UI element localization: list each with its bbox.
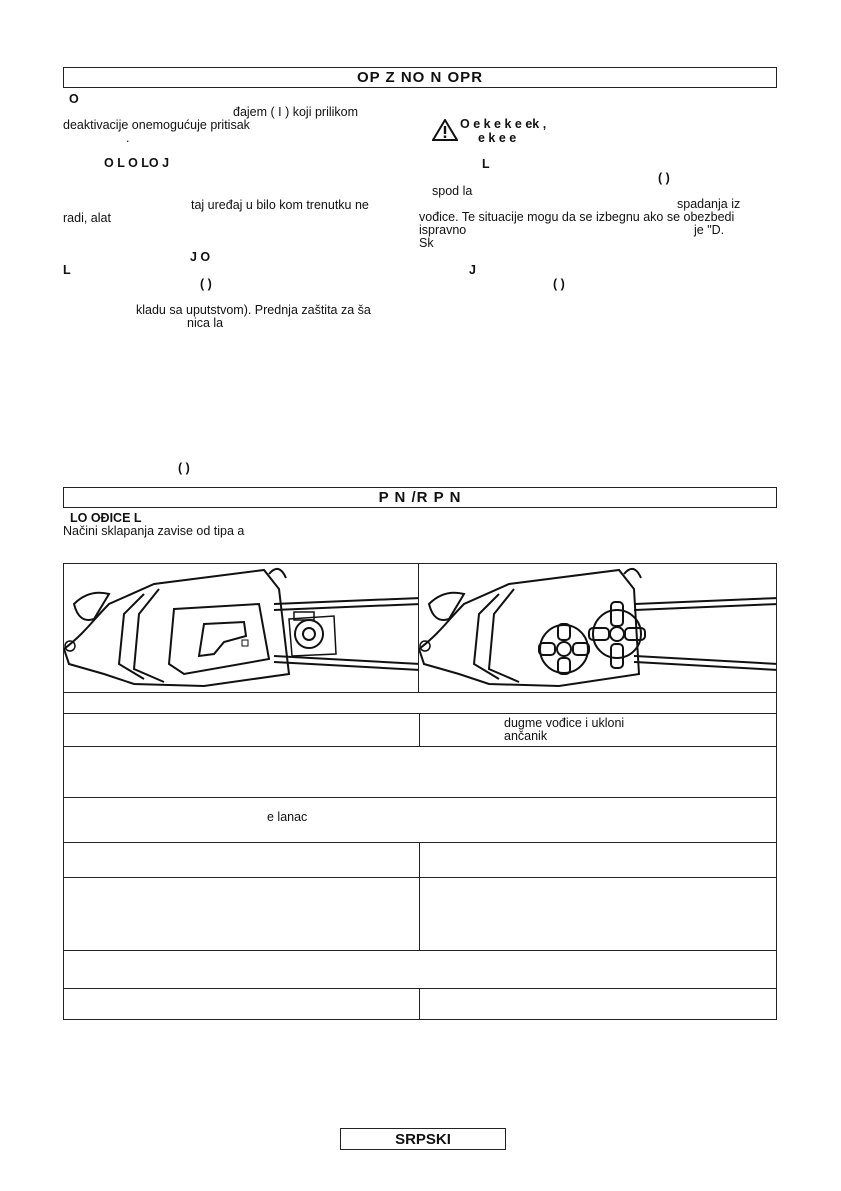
table-row-6	[64, 878, 776, 951]
right-text-4: spadanja iz	[677, 197, 741, 211]
table-row-5	[64, 843, 776, 878]
right-text-9: J	[469, 263, 476, 277]
right-text-5: vođice. Te situacije mogu da se izbegnu ako se obezbedi	[419, 210, 735, 224]
warning-text-2: e k e e	[478, 131, 517, 145]
table-row-3	[64, 747, 776, 798]
section-2-heading: LO OĐICE L	[70, 511, 142, 525]
left-text-11: nica la	[187, 316, 224, 330]
section-1-title: OP Z NO N OPR	[63, 67, 777, 88]
section-2-title: P N /R P N	[63, 487, 777, 508]
warning-text-1: O e k e k e ek ,	[460, 117, 547, 131]
left-text-5: taj uređaj u bilo kom trenutku ne	[191, 198, 369, 212]
chainsaw-image-right	[418, 563, 777, 693]
left-text-2: deaktivacije onemogućuje pritisak	[63, 118, 250, 132]
table-row-7	[64, 951, 776, 989]
right-text-8: Sk	[419, 236, 434, 250]
assembly-table	[63, 692, 777, 1020]
table-row-8	[64, 989, 776, 1020]
left-text-4: O L O LO J	[104, 156, 170, 170]
left-text-9: ( )	[200, 277, 212, 291]
left-text-7: J O	[190, 250, 211, 264]
table-row-1	[64, 693, 776, 714]
language-footer: SRPSKI	[340, 1128, 506, 1150]
left-text-10: kladu sa uputstvom). Prednja zaštita za ša	[136, 303, 371, 317]
left-text-8: L	[63, 263, 71, 277]
right-text-10: ( )	[553, 277, 565, 291]
table-row-4	[64, 798, 776, 843]
row-2-right-line-2: ančanik	[504, 729, 548, 743]
left-text-1: đajem ( I ) koji prilikom	[233, 105, 359, 119]
right-text-3: spod la	[432, 184, 473, 198]
right-text-7: je "D.	[694, 223, 725, 237]
section-2-intro: Načini sklapanja zavise od tipa a	[63, 524, 245, 538]
left-text-12: ( )	[178, 461, 190, 475]
right-text-6: ispravno	[419, 223, 467, 237]
row-2-right-line-1: dugme vođice i ukloni	[504, 716, 625, 730]
row-4-text: e lanac	[267, 810, 308, 824]
right-text-1: L	[482, 157, 490, 171]
chainsaw-image-left	[63, 563, 419, 693]
section-1-heading: O	[69, 92, 79, 106]
left-text-6: radi, alat	[63, 211, 111, 225]
table-row-2	[64, 714, 776, 747]
warning-icon	[432, 119, 458, 141]
left-text-3: .	[126, 131, 130, 145]
right-text-2: ( )	[658, 171, 670, 185]
